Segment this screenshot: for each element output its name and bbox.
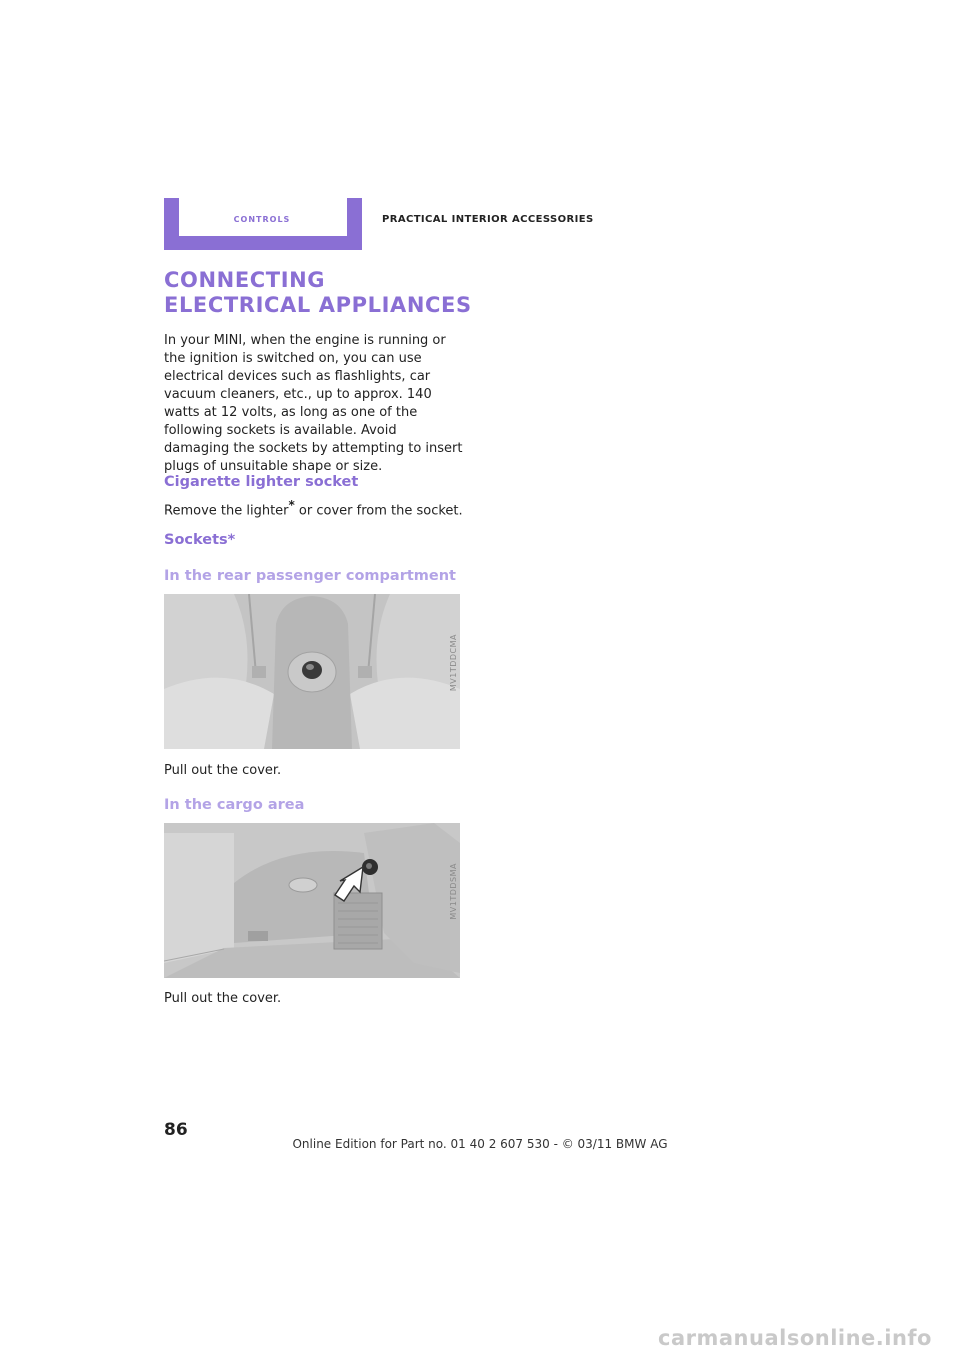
page-title: CONNECTING ELECTRICAL APPLIANCES: [164, 268, 472, 317]
cargo-figure-code: MV1TDDSMA: [449, 863, 458, 920]
intro-paragraph: In your MINI, when the engine is running or the ignition is switched on, you can use electrical devices such as flashlights, car vacuum cleaners, etc., up to approx. 140 watts at 12 volts, as long as one of the following sockets is available. Avoid damaging the sockets by attempting to insert plugs of unsuitable shape or size.: [164, 333, 463, 474]
lighter-text-after: or cover from the socket.: [294, 503, 463, 519]
cargo-socket-illustration: [164, 823, 460, 978]
rear-figure-code: MV1TDDCMA: [449, 634, 458, 692]
edition-footer: Online Edition for Part no. 01 40 2 607 530 - © 03/11 BMW AG: [292, 1137, 668, 1151]
watermark: carmanualsonline.info: [658, 1326, 932, 1350]
rear-socket-illustration: [164, 594, 460, 749]
lighter-paragraph: [164, 496, 464, 520]
asterisk-mark: *: [288, 498, 295, 512]
chapter-tab-label: controls: [233, 211, 291, 225]
page-number: 86: [164, 1120, 188, 1140]
chapter-tab: [164, 198, 362, 250]
sockets-heading: Sockets*: [164, 532, 236, 548]
cargo-socket-figure: [164, 823, 460, 978]
lighter-text-before: Remove the lighter: [164, 503, 289, 519]
cargo-area-heading: In the cargo area: [164, 797, 305, 813]
rear-socket-figure: [164, 594, 460, 749]
rear-compartment-heading: In the rear passenger compartment: [164, 568, 456, 584]
lighter-heading: Cigarette lighter socket: [164, 474, 359, 490]
rear-caption: Pull out the cover.: [164, 763, 282, 778]
section-header: PRACTICAL INTERIOR ACCESSORIES: [382, 214, 594, 225]
cargo-caption: Pull out the cover.: [164, 991, 282, 1006]
